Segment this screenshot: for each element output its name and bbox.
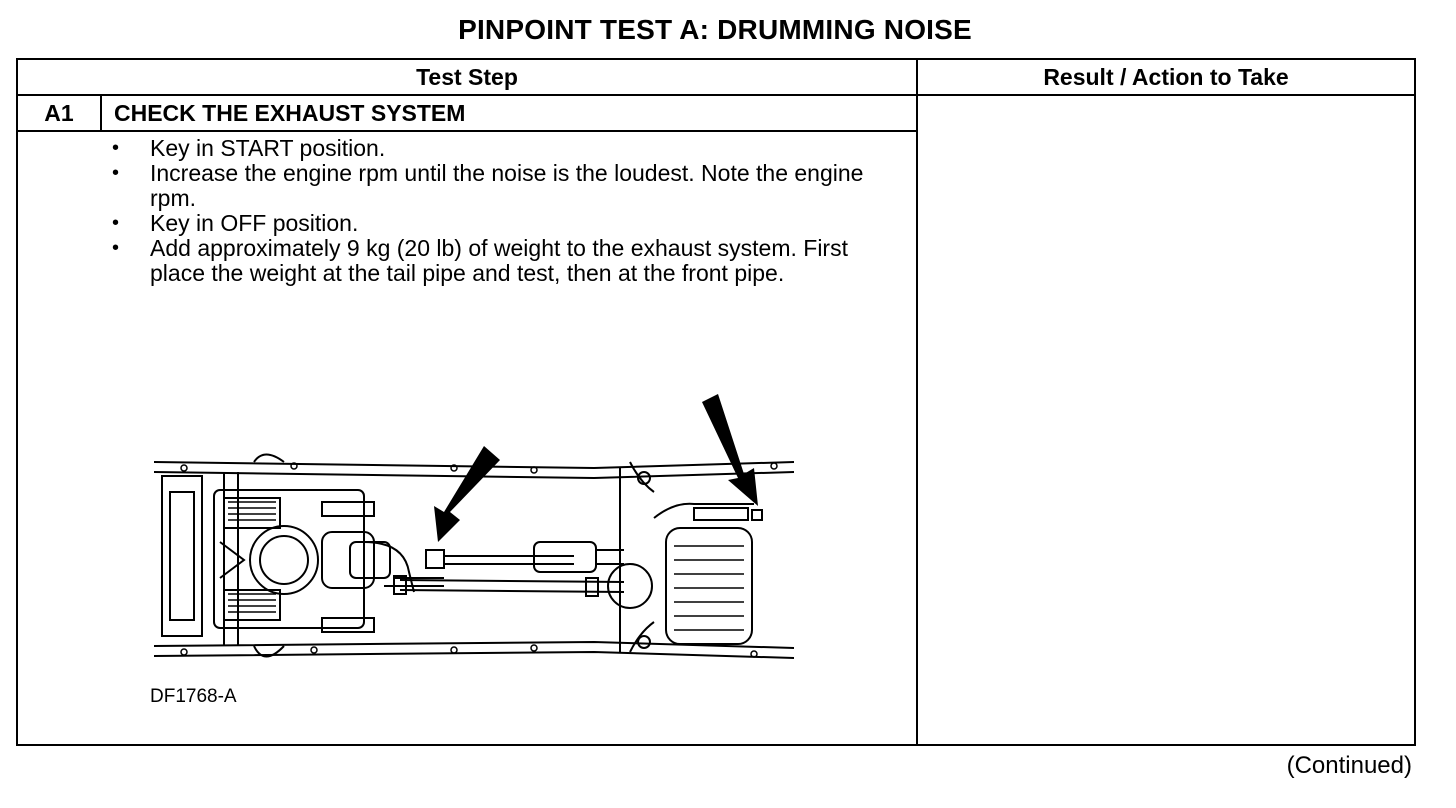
instruction-item: • Add approximately 9 kg (20 lb) of weight to the exhaust system. First place the weight at the tail pipe and test, then at the front pipe. [108, 236, 898, 286]
column-divider [916, 60, 918, 744]
step-instructions [108, 136, 898, 286]
step-id-divider [100, 94, 102, 130]
exhaust-system-underbody-diagram [154, 342, 794, 672]
continued-label: (Continued) [1286, 752, 1412, 779]
step-title-divider [18, 130, 916, 132]
instruction-item: • Key in OFF position. [108, 211, 898, 236]
step-title: CHECK THE EXHAUST SYSTEM [114, 100, 466, 126]
instruction-item: • Increase the engine rpm until the noise is the loudest. Note the engine rpm. [108, 161, 898, 211]
step-id: A1 [44, 100, 74, 126]
figure-code: DF1768-A [150, 686, 237, 707]
page-title: PINPOINT TEST A: DRUMMING NOISE [458, 14, 972, 45]
instruction-item: • Key in START position. [108, 136, 898, 161]
header-result-action: Result / Action to Take [1043, 64, 1289, 90]
header-test-step: Test Step [416, 64, 518, 90]
pinpoint-test-table [16, 58, 1416, 746]
